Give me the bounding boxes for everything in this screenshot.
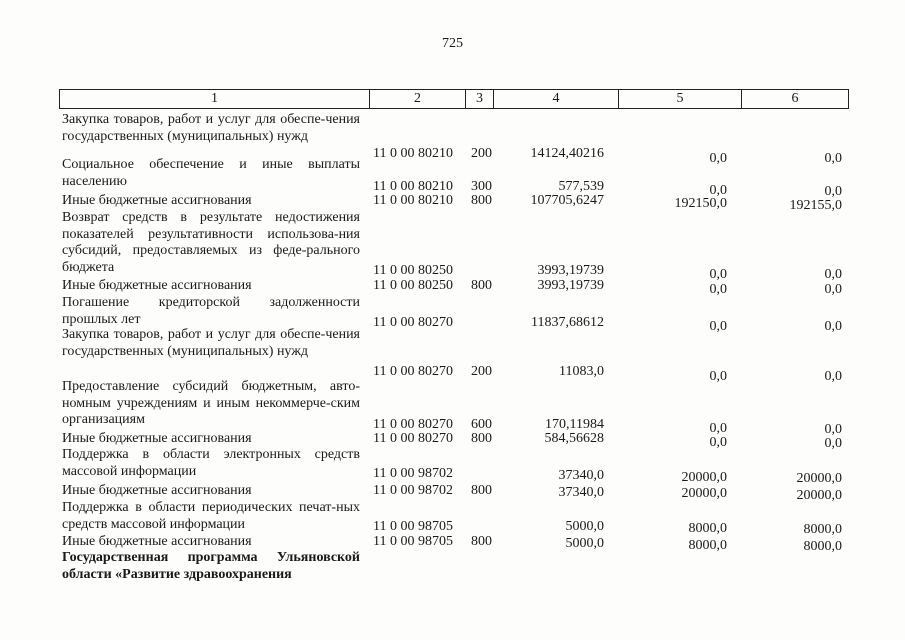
row-code: 11 0 00 80250	[373, 278, 453, 293]
row-value-col6: 0,0	[824, 151, 842, 166]
row-description: Закупка товаров, работ и услуг для обеспе-чения государственных (муниципальных) нужд	[62, 112, 360, 144]
row-description: Возврат средств в результате недостижения показателей результативности использова-ния субсидий, предоставляемых из феде-рального бюджета	[62, 210, 360, 275]
row-value-col5: 0,0	[709, 369, 727, 384]
row-value-col5: 0,0	[709, 282, 727, 297]
row-value-col5: 8000,0	[688, 521, 727, 536]
row-value-col5: 0,0	[709, 267, 727, 282]
row-value-col4: 5000,0	[565, 536, 604, 551]
row-description: Закупка товаров, работ и услуг для обеспе-чения государственных (муниципальных) нужд	[62, 327, 360, 359]
row-value-col6: 20000,0	[796, 471, 842, 486]
row-value-col5: 192150,0	[674, 196, 727, 211]
row-expense-type: 300	[471, 179, 492, 194]
row-value-col6: 0,0	[824, 422, 842, 437]
row-value-col5: 0,0	[709, 183, 727, 198]
row-code: 11 0 00 80210	[373, 193, 453, 208]
row-expense-type: 800	[471, 278, 492, 293]
row-value-col4: 3993,19739	[537, 263, 604, 278]
row-value-col4: 5000,0	[565, 519, 604, 534]
row-code: 11 0 00 80270	[373, 431, 453, 446]
row-value-col5: 0,0	[709, 421, 727, 436]
row-value-col6: 0,0	[824, 267, 842, 282]
row-description: Социальное обеспечение и иные выплаты населению	[62, 157, 360, 189]
row-expense-type: 200	[471, 364, 492, 379]
row-description: Поддержка в области электронных средств массовой информации	[62, 447, 360, 479]
row-description: Погашение кредиторской задолженности прошлых лет	[62, 295, 360, 327]
row-code: 11 0 00 98705	[373, 534, 453, 549]
row-value-col5: 8000,0	[688, 538, 727, 553]
row-value-col5: 20000,0	[681, 470, 727, 485]
row-value-col5: 0,0	[709, 151, 727, 166]
row-value-col6: 192155,0	[789, 198, 842, 213]
row-description: Иные бюджетные ассигнования	[62, 534, 252, 549]
row-expense-type: 800	[471, 483, 492, 498]
row-value-col5: 0,0	[709, 435, 727, 450]
row-code: 11 0 00 80270	[373, 364, 453, 379]
row-value-col4: 107705,6247	[530, 193, 604, 208]
row-value-col5: 20000,0	[681, 486, 727, 501]
column-header-2: 2	[370, 90, 466, 109]
row-value-col6: 0,0	[824, 369, 842, 384]
row-code: 11 0 00 98702	[373, 466, 453, 481]
row-value-col4: 11837,68612	[531, 315, 604, 330]
row-description: Поддержка в области периодических печат-ных средств массовой информации	[62, 500, 360, 532]
column-header-4: 4	[494, 90, 619, 109]
row-value-col4: 37340,0	[558, 485, 604, 500]
page-number: 725	[442, 36, 463, 51]
column-header-3: 3	[466, 90, 494, 109]
row-code: 11 0 00 80210	[373, 146, 453, 161]
row-description: Иные бюджетные ассигнования	[62, 278, 252, 293]
row-code: 11 0 00 80210	[373, 179, 453, 194]
row-value-col6: 0,0	[824, 184, 842, 199]
column-header-6: 6	[742, 90, 849, 109]
column-header-5: 5	[619, 90, 742, 109]
row-value-col6: 8000,0	[803, 522, 842, 537]
row-value-col4: 577,539	[558, 179, 604, 194]
row-code: 11 0 00 80270	[373, 417, 453, 432]
row-value-col5: 0,0	[709, 319, 727, 334]
row-expense-type: 800	[471, 431, 492, 446]
row-value-col4: 14124,40216	[530, 146, 604, 161]
row-code: 11 0 00 80270	[373, 315, 453, 330]
row-value-col6: 0,0	[824, 282, 842, 297]
row-value-col4: 3993,19739	[537, 278, 604, 293]
row-value-col4: 37340,0	[558, 468, 604, 483]
row-value-col4: 584,56628	[544, 431, 604, 446]
row-value-col6: 0,0	[824, 436, 842, 451]
row-description: Предоставление субсидий бюджетным, авто-номным учреждениям и иным некоммерче-ским организациям	[62, 379, 360, 428]
row-value-col6: 20000,0	[796, 488, 842, 503]
row-value-col4: 11083,0	[559, 364, 604, 379]
row-expense-type: 800	[471, 534, 492, 549]
row-description: Иные бюджетные ассигнования	[62, 483, 252, 498]
column-header-1: 1	[60, 90, 370, 109]
row-value-col6: 0,0	[824, 319, 842, 334]
row-code: 11 0 00 98702	[373, 483, 453, 498]
row-expense-type: 600	[471, 417, 492, 432]
row-expense-type: 200	[471, 146, 492, 161]
row-value-col6: 8000,0	[803, 539, 842, 554]
row-expense-type: 800	[471, 193, 492, 208]
row-value-col4: 170,11984	[545, 417, 604, 432]
row-code: 11 0 00 80250	[373, 263, 453, 278]
program-heading: Государственная программа Ульяновской области «Развитие здравоохранения	[62, 550, 360, 582]
row-description: Иные бюджетные ассигнования	[62, 193, 252, 208]
row-description: Иные бюджетные ассигнования	[62, 431, 252, 446]
row-code: 11 0 00 98705	[373, 519, 453, 534]
